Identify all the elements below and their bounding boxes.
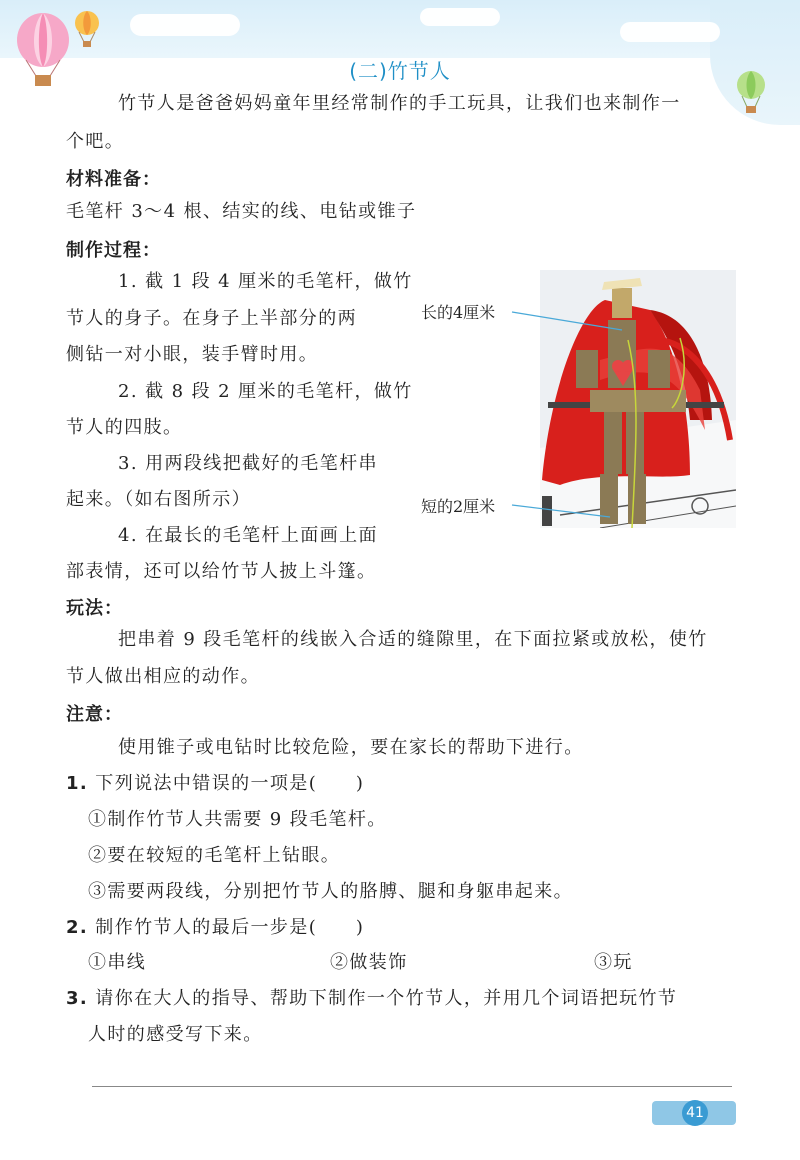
- question-number: 1.: [66, 773, 89, 794]
- question-number: 2.: [66, 917, 89, 938]
- materials-text: 毛笔杆 3～4 根、结实的线、电钻或锥子: [66, 201, 417, 222]
- process-step-line: 起来。（如右图所示）: [66, 489, 251, 510]
- question-2: [66, 915, 364, 941]
- process-step-line: 2. 截 8 段 2 厘米的毛笔杆，做竹: [118, 381, 413, 402]
- play-heading: 玩法：: [66, 598, 123, 619]
- footer-divider: [92, 1086, 732, 1087]
- page-number: 41: [682, 1100, 708, 1126]
- question-number: 3.: [66, 988, 89, 1009]
- notice-heading: 注意：: [66, 704, 123, 725]
- intro-line: 竹节人是爸爸妈妈童年里经常制作的手工玩具，让我们也来制作一: [118, 93, 681, 114]
- process-step-line: 1. 截 1 段 4 厘米的毛笔杆，做竹: [118, 271, 413, 292]
- question-text: 下列说法中错误的一项是( ): [95, 773, 365, 794]
- question-text: 请你在大人的指导、帮助下制作一个竹节人，并用几个词语把玩竹节: [95, 988, 678, 1009]
- question-option: ①制作竹节人共需要 9 段毛笔杆。: [88, 809, 387, 830]
- question-1: [66, 771, 364, 797]
- question-option: ②做装饰: [330, 952, 408, 973]
- question-text-continued: 人时的感受写下来。: [88, 1024, 263, 1045]
- question-text: 制作竹节人的最后一步是( ): [95, 917, 365, 938]
- question-3: [66, 986, 677, 1012]
- process-step-line: 3. 用两段线把截好的毛笔杆串: [118, 453, 378, 474]
- question-option: ②要在较短的毛笔杆上钻眼。: [88, 845, 341, 866]
- process-step-line: 4. 在最长的毛笔杆上面画上面: [118, 525, 378, 546]
- play-line: 把串着 9 段毛笔杆的线嵌入合适的缝隙里，在下面拉紧或放松，使竹: [118, 629, 708, 650]
- figure-label-long: 长的4厘米: [421, 303, 496, 322]
- notice-text: 使用锥子或电钻时比较危险，要在家长的帮助下进行。: [118, 737, 584, 758]
- process-step-line: 节人的身子。在身子上半部分的两: [66, 308, 357, 329]
- question-option: ③玩: [594, 952, 633, 973]
- question-option: ③需要两段线，分别把竹节人的胳膊、腿和身躯串起来。: [88, 881, 573, 902]
- process-heading: 制作过程：: [66, 240, 161, 261]
- materials-heading: 材料准备：: [66, 169, 161, 190]
- figure-label-short: 短的2厘米: [421, 497, 496, 516]
- process-step-line: 节人的四肢。: [66, 417, 183, 438]
- section-title: (二)竹节人: [349, 59, 451, 83]
- intro-line: 个吧。: [66, 131, 125, 152]
- play-line: 节人做出相应的动作。: [66, 666, 260, 687]
- process-step-line: 侧钻一对小眼，装手臂时用。: [66, 344, 319, 365]
- process-step-line: 部表情，还可以给竹节人披上斗篷。: [66, 561, 377, 582]
- question-option: ①串线: [88, 952, 147, 973]
